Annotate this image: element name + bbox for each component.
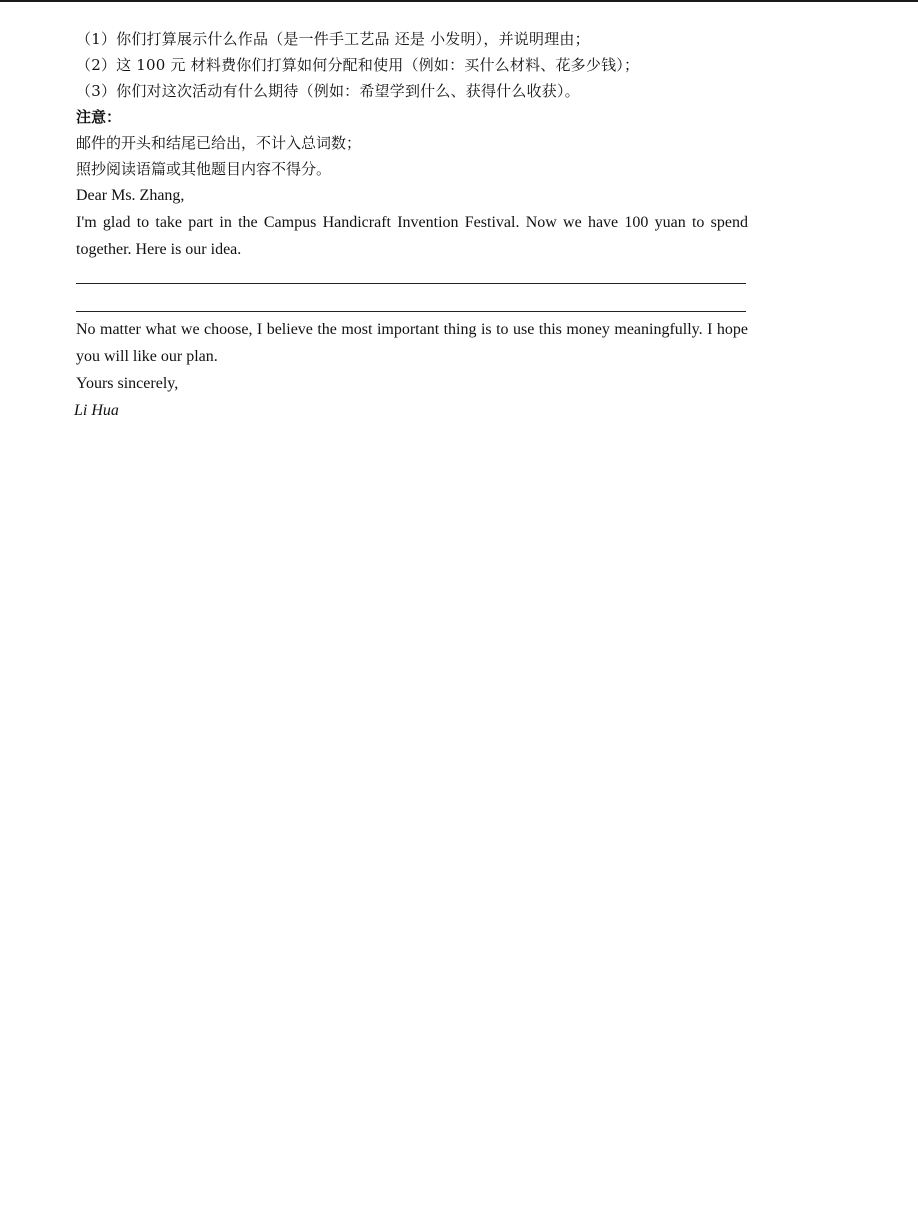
letter-signature: Li Hua	[74, 402, 119, 419]
requirement-item-1: （1）你们打算展示什么作品（是一件手工艺品 还是 小发明），并说明理由；	[76, 30, 590, 48]
letter-opening-paragraph: I'm glad to take part in the Campus Handicraft Invention Festival. Now we have 100 yuan to spend together. Here is our idea.	[76, 214, 748, 258]
letter-closing-paragraph: No matter what we choose, I believe the most important thing is to use this money meaningfully. I hope you will like our plan.	[76, 321, 748, 365]
letter-salutation: Dear Ms. Zhang,	[76, 187, 185, 204]
answer-line-1	[76, 283, 746, 284]
top-border-rule	[0, 0, 918, 2]
writing-task-page	[76, 26, 748, 424]
notes-title: 注意：	[76, 108, 122, 126]
requirement-item-3: （3）你们对这次活动有什么期待（例如：希望学到什么、获得什么收获）。	[76, 82, 580, 100]
answer-line-2	[76, 311, 746, 312]
letter-signoff: Yours sincerely,	[76, 375, 179, 392]
requirement-item-2: （2）这 100 元 材料费你们打算如何分配和使用（例如：买什么材料、花多少钱）；	[76, 56, 640, 74]
note-item-2: 照抄阅读语篇或其他题目内容不得分。	[76, 160, 332, 178]
note-item-1: 邮件的开头和结尾已给出，不计入总词数；	[76, 134, 362, 152]
